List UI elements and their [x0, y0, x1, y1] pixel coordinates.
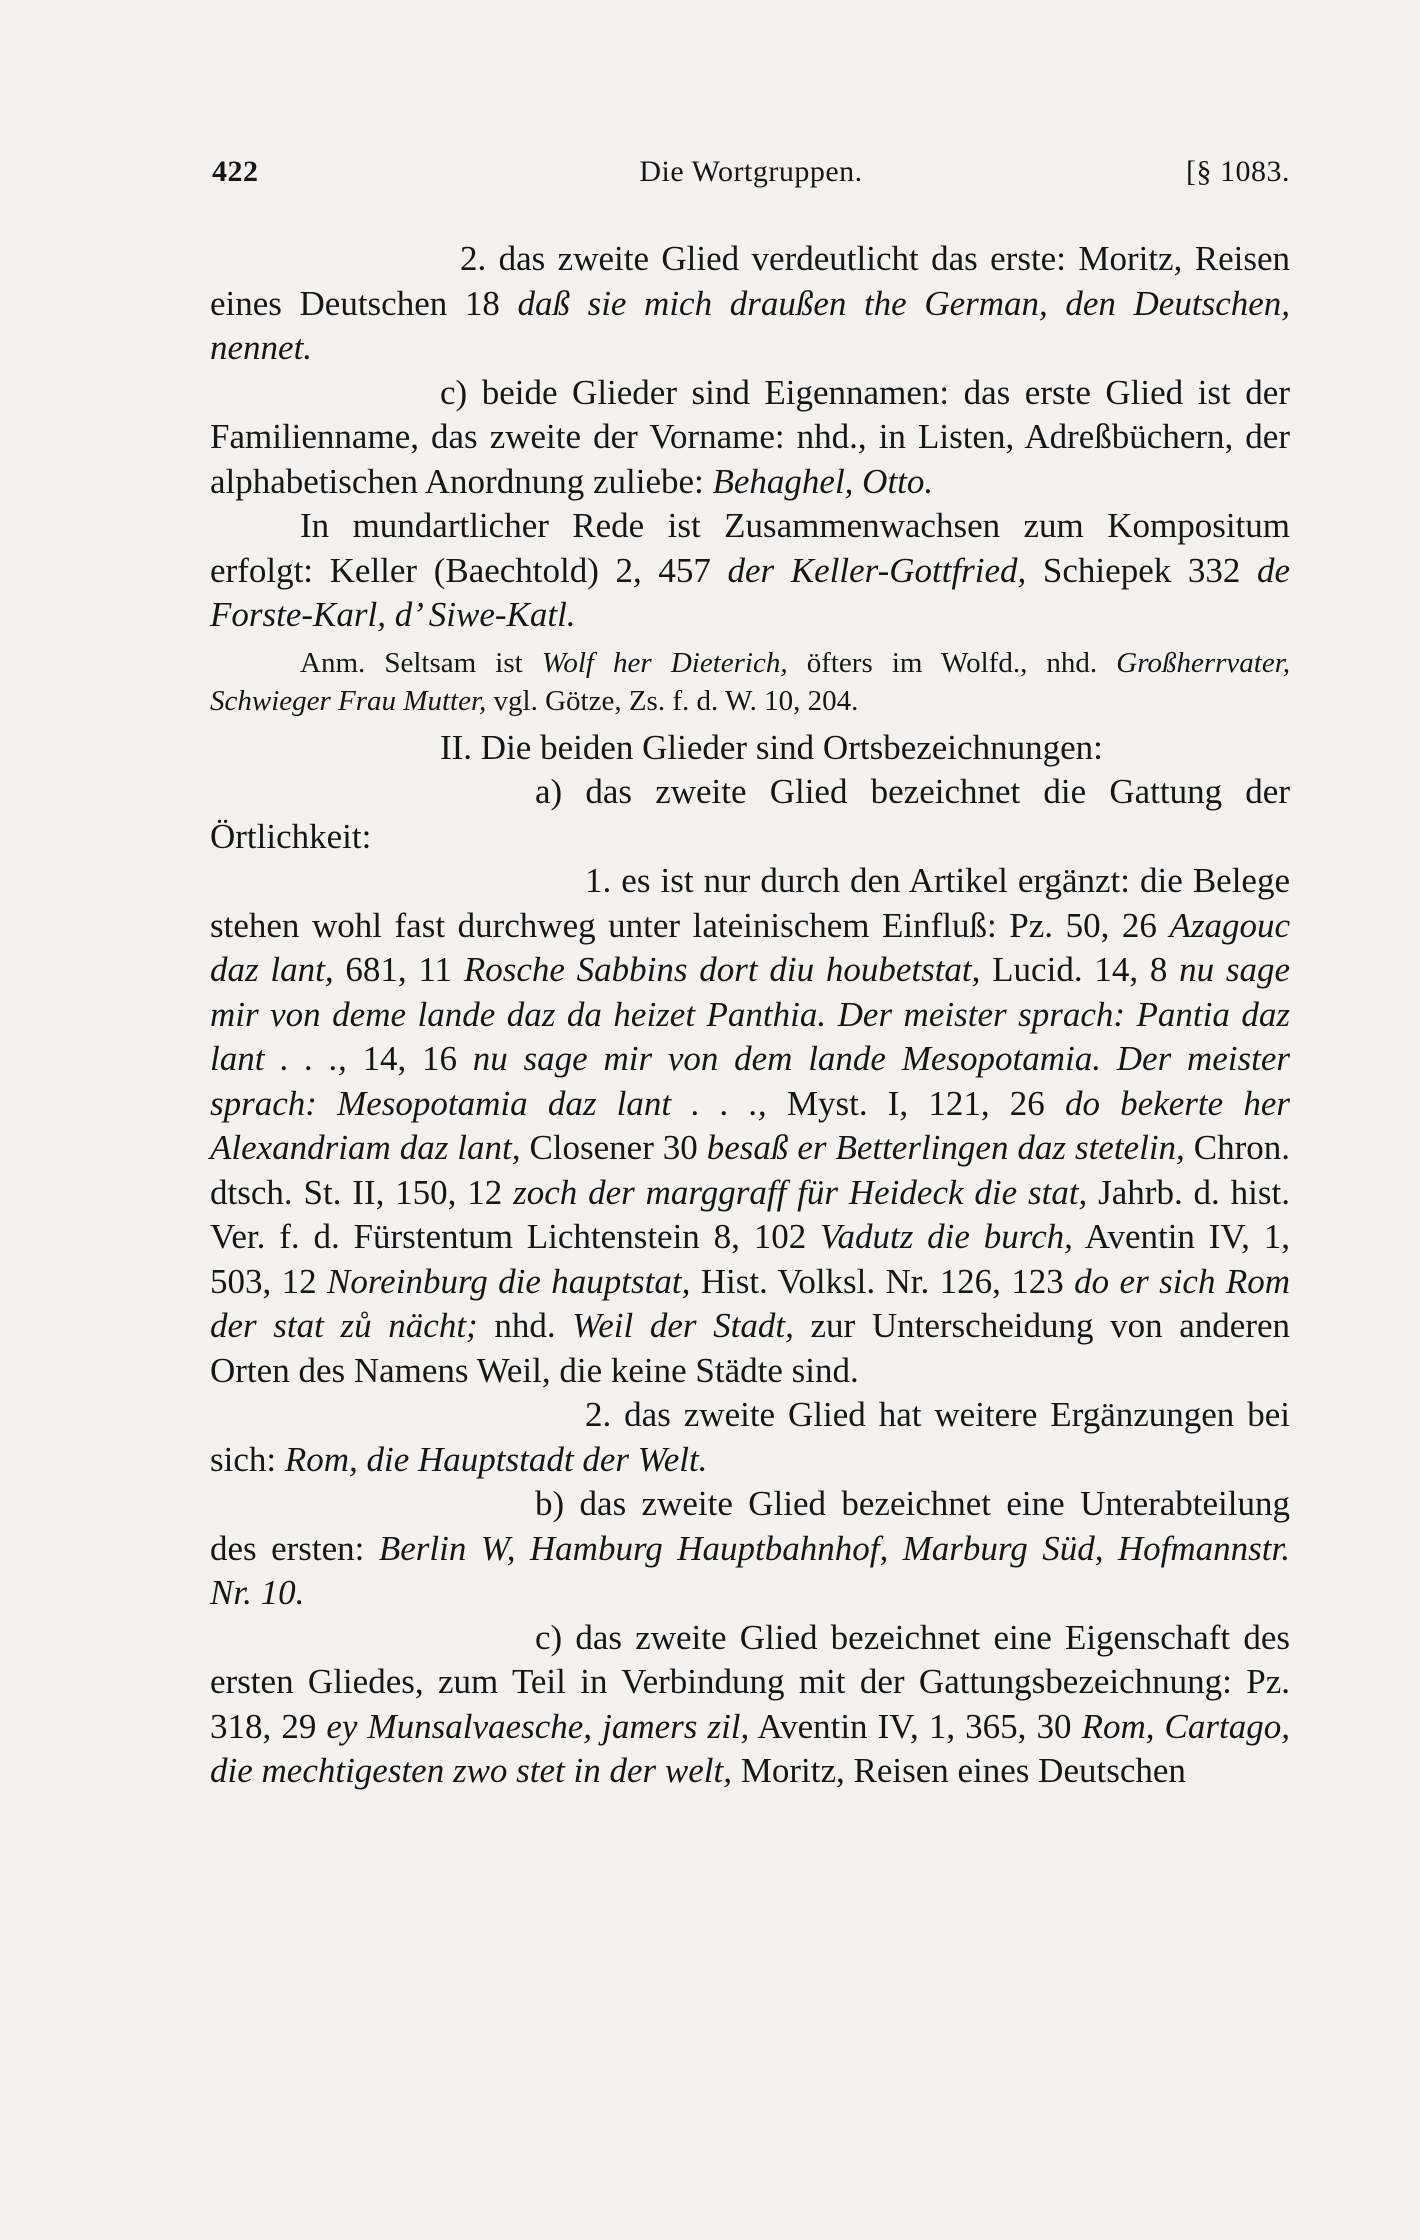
- paragraph: 2. das zweite Glied verdeutlicht das erste: Moritz, Reisen eines Deutschen 18 daß sie mich draußen the German, den Deutschen, nennet.: [210, 239, 1291, 367]
- paragraph: c) beide Glieder sind Eigennamen: das erste Glied ist der Familienname, das zweite der Vorname: nhd., in Listen, Adreßbüchern, der alphabetischen Anordnung zuliebe: Behaghel, Otto.: [210, 372, 1290, 501]
- paragraph: a) das zweite Glied bezeichnet die Gattung der Örtlichkeit:: [210, 772, 1290, 856]
- annotation-note: Anm. Seltsam ist Wolf her Dieterich, öfters im Wolfd., nhd. Großherrvater, Schwieger Frau Mutter, vgl. Götze, Zs. f. d. W. 10, 204.: [210, 646, 1291, 717]
- paragraph: 2. das zweite Glied hat weitere Ergänzungen bei sich: Rom, die Hauptstadt der Welt.: [210, 1395, 1290, 1479]
- paragraph: In mundartlicher Rede ist Zusammenwachsen zum Kompositum erfolgt: Keller (Baechtold) 2, 457 der Keller-Gottfried, Schiepek 332 de Forste-Karl, d’ Siwe-Katl.: [210, 506, 1291, 634]
- section-marker: [§ 1083.: [1186, 155, 1290, 188]
- page-number: 422: [212, 155, 259, 188]
- paragraph: b) das zweite Glied bezeichnet eine Unterabteilung des ersten: Berlin W, Hamburg Hauptbahnhof, Marburg Süd, Hofmannstr. Nr. 10.: [210, 1484, 1290, 1612]
- paragraph: c) das zweite Glied bezeichnet eine Eigenschaft des ersten Gliedes, zum Teil in Verbindung mit der Gattungsbezeichnung: Pz. 318, 29 ey Munsalvaesche, jamers zil, Aventin IV, 1, 365, 30 Rom, Cartago, die mechtigesten zwo stet in der welt, Moritz, Reisen eines Deutschen: [210, 1617, 1290, 1790]
- running-title: Die Wortgruppen.: [639, 155, 863, 188]
- body-text: [210, 237, 1290, 1794]
- section-heading: II. Die beiden Glieder sind Ortsbezeichnungen:: [440, 727, 1103, 767]
- paragraph: 1. es ist nur durch den Artikel ergänzt: die Belege stehen wohl fast durchweg unter lateinischem Einfluß: Pz. 50, 26 Azagouc daz lant, 681, 11 Rosche Sabbins dort diu houbetstat, Lucid. 14, 8 nu sage mir von deme lande daz da heizet Panthia. Der meister sprach: Pantia daz lant . . ., 14, 16 nu sage mir von dem lande Mesopotamia. Der meister sprach: Mesopotamia daz lant . . ., Myst. I, 121, 26 do bekerte her Alexandriam daz lant, Closener 30 besaß er Betterlingen daz stetelin, Chron. dtsch. St. II, 150, 12 zoch der marggraff für Heideck die stat, Jahrb. d. hist. Ver. f. d. Fürstentum Lichtenstein 8, 102 Vadutz die burch, Aventin IV, 1, 503, 12 Noreinburg die hauptstat, Hist. Volksl. Nr. 126, 123 do er sich Rom der stat zů nächt; nhd. Weil der Stadt, zur Unterscheidung von anderen Orten des Namens Weil, die keine Städte sind.: [210, 861, 1291, 1390]
- running-header: [212, 155, 1290, 199]
